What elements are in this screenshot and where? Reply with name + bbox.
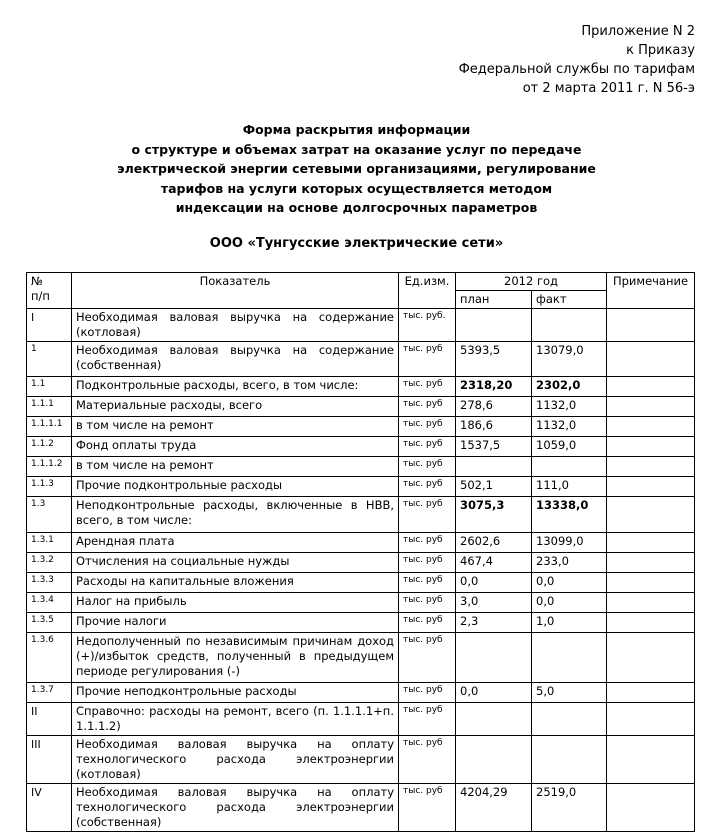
row-note (607, 784, 695, 832)
row-plan-value: 2,3 (456, 613, 532, 633)
row-unit: тыс. руб (399, 703, 456, 736)
row-plan-value: 1537,5 (456, 437, 532, 457)
table-row (27, 437, 695, 457)
table-row (27, 633, 695, 683)
row-fact-value: 233,0 (532, 553, 607, 573)
row-note (607, 703, 695, 736)
table-row (27, 377, 695, 397)
row-number: I (27, 309, 72, 342)
row-number: 1.1.1.2 (27, 457, 72, 477)
table-row (27, 593, 695, 613)
row-plan-value: 2602,6 (456, 533, 532, 553)
appendix-line: от 2 марта 2011 г. N 56-э (522, 81, 695, 96)
row-note (607, 613, 695, 633)
row-fact-value: 2302,0 (532, 377, 607, 397)
row-indicator: Фонд оплаты труда (72, 437, 399, 457)
form-title-line: индексации на основе долгосрочных параметров (175, 200, 538, 215)
row-fact-value: 1132,0 (532, 397, 607, 417)
row-plan-value: 5393,5 (456, 342, 532, 377)
row-unit: тыс. руб (399, 397, 456, 417)
row-number: 1.3.6 (27, 633, 72, 683)
row-fact-value: 0,0 (532, 573, 607, 593)
row-note (607, 342, 695, 377)
row-number: 1 (27, 342, 72, 377)
row-fact-value (532, 633, 607, 683)
row-plan-value: 3075,3 (456, 497, 532, 533)
row-note (607, 477, 695, 497)
row-number: 1.1.1 (27, 397, 72, 417)
row-unit: тыс. руб (399, 784, 456, 832)
table-row (27, 417, 695, 437)
row-fact-value: 2519,0 (532, 784, 607, 832)
table-row (27, 477, 695, 497)
row-indicator: Недополученный по независимым причинам доход (+)/избыток средств, полученный в предыдущем периоде регулирования (-) (72, 633, 399, 683)
row-indicator: Неподконтрольные расходы, включенные в НВВ, всего, в том числе: (72, 497, 399, 533)
row-indicator: Отчисления на социальные нужды (72, 553, 399, 573)
header-year: 2012 год (456, 273, 607, 291)
table-header-row (27, 273, 695, 291)
row-plan-value: 0,0 (456, 683, 532, 703)
header-num-line2: п/п (31, 289, 50, 303)
row-unit: тыс. руб (399, 377, 456, 397)
row-number: 1.3.7 (27, 683, 72, 703)
row-fact-value: 5,0 (532, 683, 607, 703)
row-number: 1.1.3 (27, 477, 72, 497)
row-number: 1.3.5 (27, 613, 72, 633)
table-row (27, 309, 695, 342)
row-plan-value: 0,0 (456, 573, 532, 593)
row-number: 1.1 (27, 377, 72, 397)
row-number: 1.3.4 (27, 593, 72, 613)
row-unit: тыс. руб (399, 342, 456, 377)
row-fact-value: 13338,0 (532, 497, 607, 533)
row-note (607, 437, 695, 457)
row-unit: тыс. руб (399, 613, 456, 633)
table-row (27, 553, 695, 573)
row-indicator: Прочие подконтрольные расходы (72, 477, 399, 497)
row-indicator: Материальные расходы, всего (72, 397, 399, 417)
appendix-line: Федеральной службы по тарифам (458, 62, 695, 77)
row-note (607, 593, 695, 613)
row-number: II (27, 703, 72, 736)
row-note (607, 736, 695, 784)
row-unit: тыс. руб (399, 553, 456, 573)
appendix-reference (395, 22, 695, 98)
row-plan-value: 278,6 (456, 397, 532, 417)
table-row (27, 573, 695, 593)
table-row (27, 457, 695, 477)
row-indicator: Подконтрольные расходы, всего, в том числе: (72, 377, 399, 397)
row-note (607, 309, 695, 342)
table-row (27, 342, 695, 377)
row-fact-value: 1132,0 (532, 417, 607, 437)
row-number: 1.3.1 (27, 533, 72, 553)
row-note (607, 417, 695, 437)
row-plan-value (456, 736, 532, 784)
header-note: Примечание (607, 273, 695, 309)
header-fact: факт (532, 291, 607, 309)
row-unit: тыс. руб (399, 417, 456, 437)
row-fact-value (532, 309, 607, 342)
row-indicator: Необходимая валовая выручка на оплату технологического расхода электроэнергии (котловая) (72, 736, 399, 784)
row-plan-value: 186,6 (456, 417, 532, 437)
row-fact-value: 13099,0 (532, 533, 607, 553)
row-number: 1.1.1.1 (27, 417, 72, 437)
table-row (27, 533, 695, 553)
header-plan: план (456, 291, 532, 309)
row-plan-value: 467,4 (456, 553, 532, 573)
row-fact-value: 111,0 (532, 477, 607, 497)
row-indicator: Необходимая валовая выручка на оплату технологического расхода электроэнергии (собственная) (72, 784, 399, 832)
row-indicator: Прочие налоги (72, 613, 399, 633)
row-fact-value (532, 457, 607, 477)
row-unit: тыс. руб (399, 736, 456, 784)
cost-structure-table (26, 272, 695, 832)
row-number: 1.3.2 (27, 553, 72, 573)
row-unit: тыс. руб (399, 457, 456, 477)
row-unit: тыс. руб (399, 683, 456, 703)
row-indicator: Необходимая валовая выручка на содержание (собственная) (72, 342, 399, 377)
header-num (27, 273, 72, 309)
row-plan-value (456, 703, 532, 736)
row-note (607, 457, 695, 477)
form-title-line: Форма раскрытия информации (242, 122, 471, 137)
row-indicator: Необходимая валовая выручка на содержание (котловая) (72, 309, 399, 342)
row-indicator: Прочие неподконтрольные расходы (72, 683, 399, 703)
row-unit: тыс. руб. (399, 309, 456, 342)
row-fact-value: 1059,0 (532, 437, 607, 457)
row-indicator: Арендная плата (72, 533, 399, 553)
row-plan-value: 502,1 (456, 477, 532, 497)
row-fact-value: 0,0 (532, 593, 607, 613)
row-number: 1.3 (27, 497, 72, 533)
row-note (607, 377, 695, 397)
row-fact-value (532, 736, 607, 784)
row-indicator: в том числе на ремонт (72, 417, 399, 437)
row-plan-value: 4204,29 (456, 784, 532, 832)
header-unit: Ед.изм. (399, 273, 456, 309)
table-row (27, 703, 695, 736)
row-fact-value (532, 703, 607, 736)
row-indicator: Справочно: расходы на ремонт, всего (п. 1.1.1.1+п. 1.1.1.2) (72, 703, 399, 736)
row-fact-value: 1,0 (532, 613, 607, 633)
row-note (607, 683, 695, 703)
appendix-line: к Приказу (626, 43, 695, 58)
row-plan-value: 3,0 (456, 593, 532, 613)
appendix-line: Приложение N 2 (581, 24, 695, 39)
form-title-line: электрической энергии сетевыми организациями, регулирование (117, 161, 596, 176)
organization-name: ООО «Тунгусские электрические сети» (209, 236, 504, 251)
table-row (27, 397, 695, 417)
row-note (607, 573, 695, 593)
row-unit: тыс. руб (399, 477, 456, 497)
row-fact-value: 13079,0 (532, 342, 607, 377)
table-row (27, 736, 695, 784)
header-num-line1: № (31, 274, 43, 288)
table-row (27, 613, 695, 633)
row-indicator: Налог на прибыль (72, 593, 399, 613)
row-note (607, 397, 695, 417)
form-title-line: о структуре и объемах затрат на оказание услуг по передаче (131, 141, 582, 157)
row-number: 1.3.3 (27, 573, 72, 593)
row-unit: тыс. руб (399, 633, 456, 683)
row-plan-value (456, 457, 532, 477)
row-unit: тыс. руб (399, 497, 456, 533)
row-note (607, 633, 695, 683)
row-unit: тыс. руб (399, 593, 456, 613)
row-plan-value: 2318,20 (456, 377, 532, 397)
form-title-line: тарифов на услуги которых осуществляется методом (160, 180, 553, 196)
row-indicator: в том числе на ремонт (72, 457, 399, 477)
row-number: IV (27, 784, 72, 832)
row-note (607, 533, 695, 553)
table-row (27, 683, 695, 703)
row-unit: тыс. руб (399, 437, 456, 457)
table-row (27, 497, 695, 533)
row-unit: тыс. руб (399, 573, 456, 593)
row-note (607, 553, 695, 573)
row-plan-value (456, 309, 532, 342)
row-unit: тыс. руб (399, 533, 456, 553)
row-indicator: Расходы на капитальные вложения (72, 573, 399, 593)
row-number: 1.1.2 (27, 437, 72, 457)
row-number: III (27, 736, 72, 784)
header-indicator: Показатель (72, 273, 399, 309)
form-title (0, 120, 713, 218)
table-row (27, 784, 695, 832)
row-plan-value (456, 633, 532, 683)
row-note (607, 497, 695, 533)
